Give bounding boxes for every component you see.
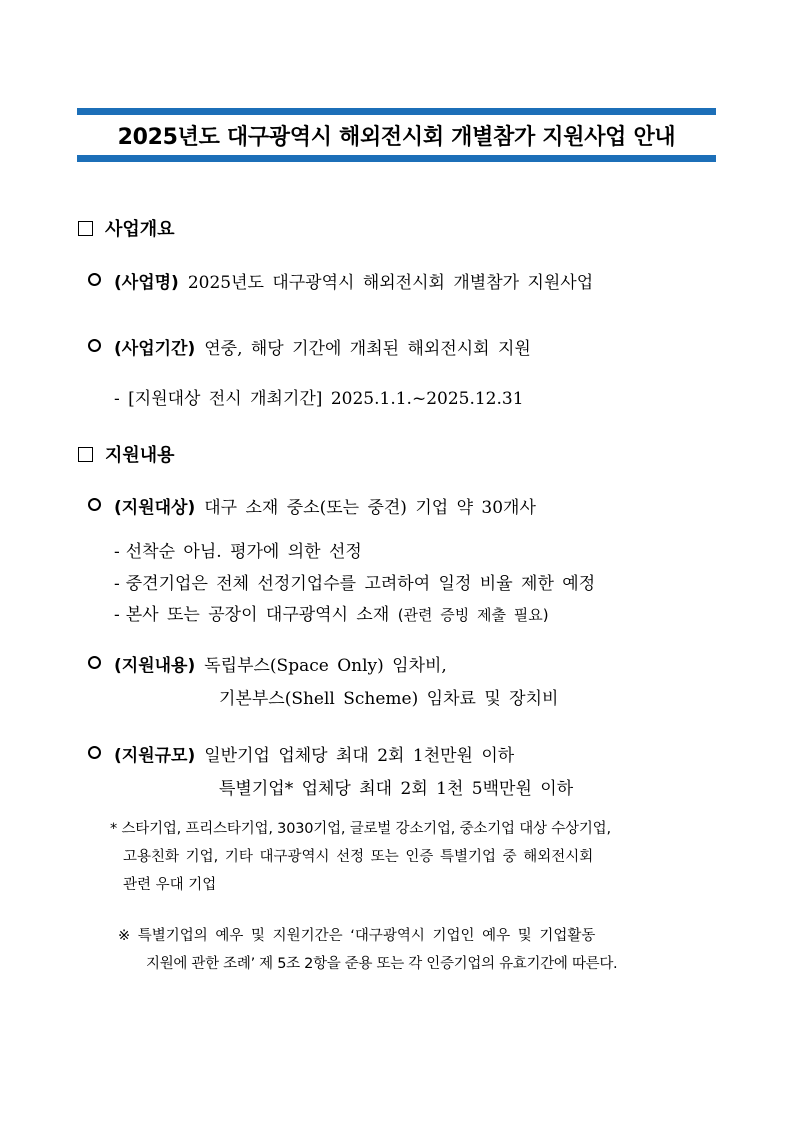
note-text: 중견기업은 전체 선정기업수를 고려하여 일정 비율 제한 예정: [125, 574, 596, 594]
target-note-3: [114, 600, 549, 625]
target-note-2: [114, 569, 595, 594]
banner-bottom-bar: [77, 155, 716, 162]
item-value: 독립부스(Space Only) 임차비,: [204, 656, 447, 676]
item-label: (지원내용): [114, 656, 196, 676]
dash-marker: -: [114, 574, 120, 594]
checkbox-square-icon: [78, 221, 93, 236]
item-value: 2025년도 대구광역시 해외전시회 개별참가 지원사업: [187, 273, 594, 293]
dash-marker: -: [114, 542, 120, 562]
note-paren-text: (관련 증빙 제출 필요): [397, 606, 549, 624]
remark-line-1: ※ 특별기업의 예우 및 지원기간은 ‘대구광역시 기업인 예우 및 기업활동: [118, 928, 596, 944]
title-banner: [77, 108, 716, 162]
content-line-2: 기본부스(Shell Scheme) 임차료 및 장치비: [219, 689, 559, 709]
item-support-scale: [88, 741, 514, 766]
remark-line-2: 지원에 관한 조례’ 제 5조 2항을 준용 또는 각 인증기업의 유효기간에 따른다.: [146, 956, 618, 972]
section-heading-overview: [78, 215, 175, 241]
circle-bullet-icon: [88, 339, 101, 352]
item-support-target: [88, 493, 536, 518]
period-detail: - [지원대상 전시 개최기간] 2025.1.1.~2025.12.31: [114, 389, 524, 409]
circle-bullet-icon: [88, 656, 101, 669]
item-project-period: [88, 334, 531, 359]
footnote-line-1: * 스타기업, 프리스타기업, 3030기업, 글로벌 강소기업, 중소기업 대상 수상기업,: [110, 821, 611, 837]
section-heading-text: 지원내용: [105, 445, 175, 466]
scale-line-2: 특별기업* 업체당 최대 2회 1천 5백만원 이하: [219, 779, 574, 799]
item-support-content: [88, 651, 447, 676]
item-value: 연중, 해당 기간에 개최된 해외전시회 지원: [204, 339, 531, 359]
page-title: 2025년도 대구광역시 해외전시회 개별참가 지원사업 안내: [117, 124, 676, 150]
item-label: (사업기간): [114, 339, 196, 359]
checkbox-square-icon: [78, 447, 93, 462]
item-value: 일반기업 업체당 최대 2회 1천만원 이하: [204, 746, 515, 766]
section-heading-support: [78, 441, 175, 467]
note-text: 본사 또는 공장이 대구광역시 소재: [125, 605, 390, 625]
note-text: 선착순 아님. 평가에 의한 선정: [125, 542, 362, 562]
item-label: (사업명): [114, 273, 179, 293]
circle-bullet-icon: [88, 498, 101, 511]
section-heading-text: 사업개요: [105, 219, 175, 240]
item-project-name: [88, 268, 593, 293]
item-label: (지원규모): [114, 746, 196, 766]
item-label: (지원대상): [114, 498, 196, 518]
dash-marker: -: [114, 605, 120, 625]
circle-bullet-icon: [88, 273, 101, 286]
footnote-line-3: 관련 우대 기업: [123, 877, 217, 893]
circle-bullet-icon: [88, 746, 101, 759]
banner-top-bar: [77, 108, 716, 115]
target-note-1: [114, 537, 362, 562]
item-value: 대구 소재 중소(또는 중견) 기업 약 30개사: [204, 498, 536, 518]
footnote-line-2: 고용친화 기업, 기타 대구광역시 선정 또는 인증 특별기업 중 해외전시회: [123, 849, 594, 865]
